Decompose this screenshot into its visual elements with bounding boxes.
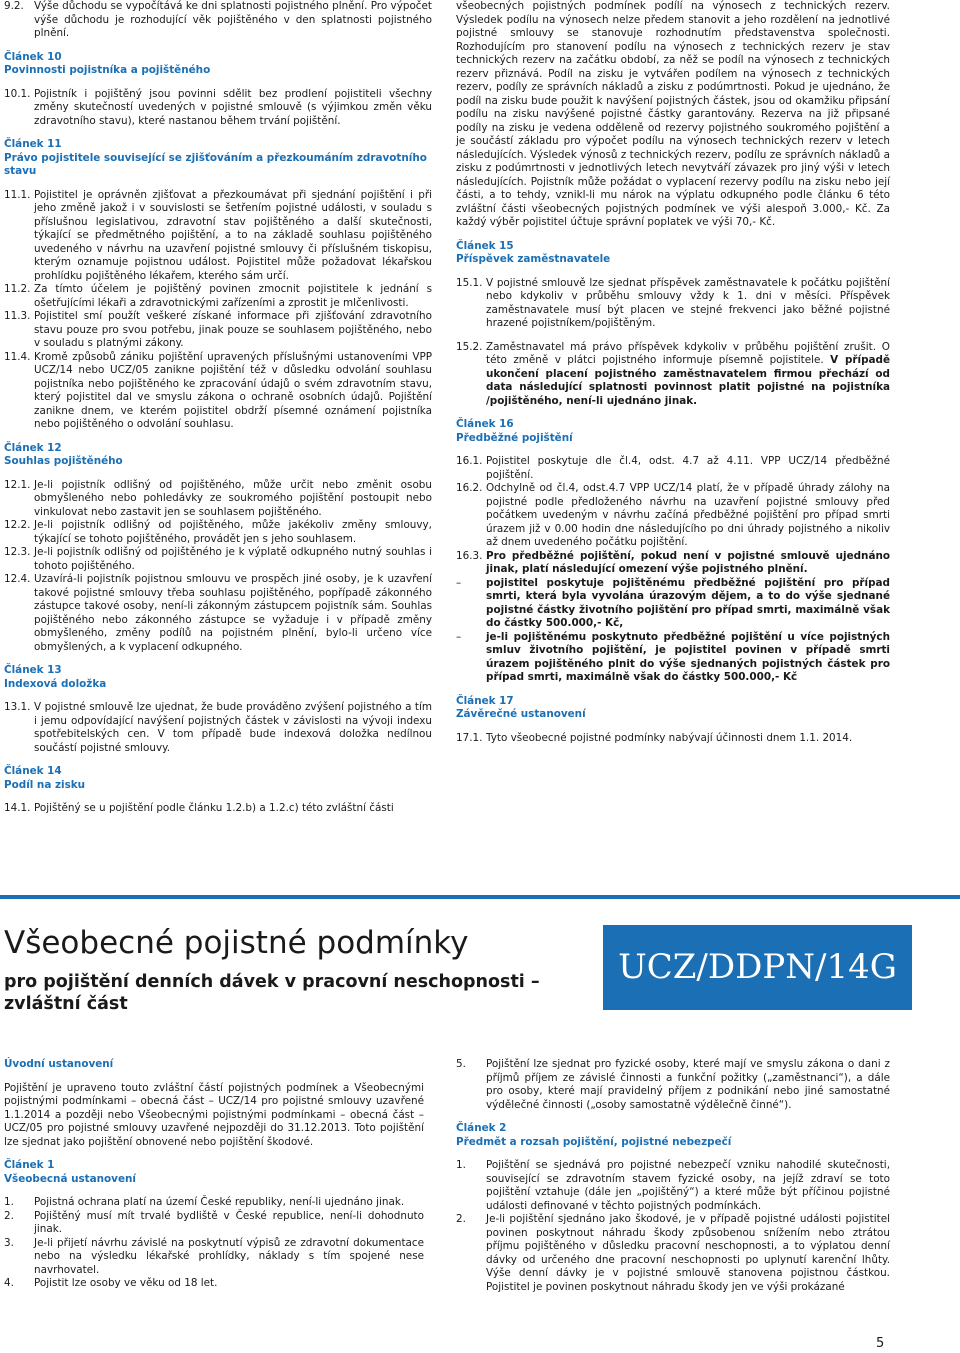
clause-item <box>4 88 432 129</box>
section-heading: Souhlas pojištěného <box>4 455 123 467</box>
clause-number: 4. <box>4 1277 14 1289</box>
section-heading: Článek 16 <box>456 418 514 430</box>
clause-item <box>4 479 432 520</box>
section-heading: Článek 2 <box>456 1122 507 1134</box>
clause-text: Pojistitel smí použít veškeré získané informace při zjišťování zdravotního stavu pouze pro svou potřebu, jinak pouze se souhlasem pojištěného, nebo v souladu s platnými zákony. <box>34 310 432 349</box>
spacer <box>456 267 890 277</box>
clause-text: Pojistná ochrana platí na území České republiky, není-li ujednáno jinak. <box>34 1196 405 1208</box>
clause-item <box>4 1237 424 1278</box>
clause-text: Za tímto účelem je pojištěný povinen zmocnit pojistitele k jednání s ošetřujícími lékaři a zdravotnickými zařízeními a zprostit je mlčenlivosti. <box>34 283 432 309</box>
spacer <box>4 1186 424 1196</box>
clause-number: 2. <box>456 1213 466 1225</box>
clause-item <box>456 482 890 550</box>
document-code: UCZ/DDPN/14G <box>618 946 897 987</box>
clause-number: 16.1. <box>456 455 483 467</box>
clause-number: 5. <box>456 1058 466 1070</box>
clause-item <box>456 1058 890 1112</box>
clause-bold-text: je-li pojištěnému poskytnuto předběžné pojištění u více pojistných smluv životního pojištění, je pojistitel povinen v případě smrti úrazem pojištěného plnit do výše sjednaných pojistných částek pro případ smrti, maximálně však do částky 500.000,- Kč <box>486 630 890 683</box>
clause-number: 16.2. <box>456 482 483 494</box>
right-column <box>456 0 890 745</box>
bottom-right-column <box>456 1058 890 1294</box>
clause-number: 3. <box>4 1236 14 1249</box>
spacer <box>4 41 432 51</box>
section-heading: Podíl na zisku <box>4 778 86 791</box>
clause-number: 14.1. <box>4 802 31 814</box>
spacer <box>4 179 432 189</box>
clause-text: Pojištěný musí mít trvalé bydliště v České republice, není-li dohodnuto jinak. <box>34 1209 424 1235</box>
section-heading: Článek 10 <box>4 50 62 63</box>
left-column <box>4 0 432 816</box>
clause-number: 13.1. <box>4 701 31 713</box>
spacer <box>456 445 890 455</box>
clause-item <box>4 573 432 654</box>
clause-text: V pojistné smlouvě lze sjednat příspěvek zaměstnavatele k počátku pojištění nebo kdykoliv v průběhu smlouvy vždy k 1. dni v měsíci. Příspěvek zaměstnavatele musí být placen ve stejné frekvenci jako běžné pojistné hrazené pojistníkem/pojištěným. <box>486 276 890 329</box>
spacer <box>4 128 432 138</box>
section-heading: Článek 13 <box>4 664 62 676</box>
clause-item <box>4 283 432 310</box>
section-heading: Článek 14 <box>4 765 62 777</box>
clause-item <box>456 631 890 685</box>
section-heading: Předmět a rozsah pojištění, pojistné nebezpečí <box>456 1135 732 1148</box>
spacer <box>4 654 432 664</box>
clause-number: 16.3. <box>456 549 483 562</box>
clause-text: Pojištěný se u pojištění podle článku 1.2.b) a 1.2.c) této zvláštní části <box>34 802 394 814</box>
clause-text: Kromě způsobů zániku pojištění upravených příslušnými ustanoveními VPP UCZ/14 nebo UCZ/05 zanikne pojištění též v důsledku odvolání souhlasu pojistníka nebo pojištěného ke zpracování údajů o svém zdravotním stavu, který pojistitel dal ve smyslu zákona o ochraně osobních údajů. Pojištění zanikne dnem, ve kterém pojistitel obdrží písemné oznámení pojistníka nebo pojištěného o odvolání souhlasu. <box>34 350 432 430</box>
clause-number: 2. <box>4 1209 14 1222</box>
clause-text: Je-li pojistník odlišný od pojištěného, může jakékoliv změny smlouvy, týkající se tohoto pojištěného, provádět jen s jeho souhlasem. <box>34 519 432 545</box>
clause-item <box>456 277 890 331</box>
section-heading: Právo pojistitele související se zjišťováním a přezkoumáním zdravotního stavu <box>4 151 427 177</box>
clause-item <box>4 701 432 755</box>
document-subtitle: pro pojištění denních dávek v pracovní neschopnosti – zvláštní část <box>4 972 540 1014</box>
spacer <box>4 469 432 479</box>
spacer <box>4 691 432 701</box>
clause-number: 1. <box>4 1196 14 1208</box>
clause-text: Pojistitel je oprávněn zjišťovat a přezkoumávat při sjednání pojištění i při jeho změně jakož i v souvislosti se šetřením pojistné události, v souladu s příslušnou legislativou, zdravotní stav pojištěného a další skutečnosti, týkající se předmětného pojištění, a to na základě souhlasu pojištěného uvedeného v návrhu na uzavření pojistné smlouvy či příslušném tiskopisu, kterým oznamuje pojistnou událost. Pojistitel může požadovat lékařskou prohlídku pojištěného lékařem, kterého sám určí. <box>34 188 432 282</box>
spacer <box>4 792 432 802</box>
section-heading: Závěrečné ustanovení <box>456 708 586 720</box>
paragraph: Pojištění je upraveno touto zvláštní částí pojistných podmínek a Všeobecnými pojistnými podmínkami – obecná část – UCZ/14 pro pojistné smlouvy uzavřené 1.1.2014 a později nebo Všeobecnými pojistnými podmínkami – obecná část – UCZ/05 pro pojistné smlouvy uzavřené nejpozději do 31.12.2013. Toto pojištění lze sjednat jako pojištění obnovené nebo pojištění škodové. <box>4 1081 424 1148</box>
section-heading: Povinnosti pojistníka a pojištěného <box>4 64 211 76</box>
clause-item <box>4 546 432 573</box>
clause-number: 17.1. <box>456 731 483 744</box>
spacer <box>4 78 432 88</box>
clause-text: Pojištění lze sjednat pro fyzické osoby, které mají ve smyslu zákona o dani z příjmů příjem ze závislé činnosti a funkční požitky („zaměstnanci“), a dále pro osoby, které mají pravidelný příjem z podnikání nebo jiné samostatné výdělečné činnosti („osoby samostatně výdělečně činné“). <box>486 1058 890 1111</box>
clause-item <box>4 310 432 351</box>
clause-number: – <box>456 576 462 589</box>
clause-bold-text: Pro předběžné pojištění, pokud není v pojistné smlouvě ujednáno jinak, platí následující omezení výše pojistného plnění. <box>486 549 890 575</box>
spacer <box>456 331 890 341</box>
clause-text: Pojistit lze osoby ve věku od 18 let. <box>34 1277 218 1289</box>
clause-item <box>456 732 890 746</box>
spacer <box>456 722 890 732</box>
clause-text: Odchylně od čl.4, odst.4.7 VPP UCZ/14 platí, že v případě úhrady zálohy na pojistné podle předloženého návrhu na uzavření pojistné smlouvy před počátkem uvedeným v návrhu začíná předběžné pojištění pro případ smrti úrazem již v 0.00 hodin dne následujícího po dni úhrady pojistného a nikoliv až dnem uvedeného počátku pojištění. <box>486 482 890 548</box>
clause-text: V pojistné smlouvě lze ujednat, že bude prováděno zvýšení pojistného a tím i jemu odpovídající navýšení pojistných částek v závislosti na vývoji indexu spotřebitelských cen. V tom případě bude indexová doložka nedílnou součástí pojistné smlouvy. <box>34 701 432 754</box>
clause-number: 11.2. <box>4 283 31 295</box>
spacer <box>456 1149 890 1159</box>
clause-number: 15.1. <box>456 276 483 289</box>
spacer <box>4 1072 424 1082</box>
clause-text: Je-li pojištění sjednáno jako škodové, je v případě pojistné události pojistitel povinen poskytnout náhradu škody způsobenou snížením nebo ztrátou příjmu pojištěného v důsledku pracovní neschopnosti, a to výplatou denní dávky od určeného dne pracovní neschopnosti po uplynutí karenční lhůty. Výše denní dávky je v pojistné smlouvě stanovena pojistnou částkou. Pojistitel je povinen poskytnout náhradu škody jen ve výši prokázané <box>486 1213 890 1293</box>
clause-item <box>4 802 432 816</box>
clause-item <box>4 351 432 432</box>
clause-number: 9.2. <box>4 0 24 12</box>
section-heading: Indexová doložka <box>4 677 107 690</box>
clause-number: 10.1. <box>4 87 31 100</box>
clause-bold-text: V případě ukončení placení pojistného zaměstnavatelem firmou přechází od data následující splatnosti povinnost platit pojistné na pojistníka /pojištěného, není-li ujednáno jinak. <box>486 354 891 407</box>
clause-text: Je-li pojistník odlišný od pojištěného, může určit nebo změnit osobu obmyšleného nebo pohledávky ze soukromého pojištění postoupit nebo vinkulovat nebo zastavit jen se souhlasem pojištěného. <box>34 478 432 518</box>
clause-number: 12.4. <box>4 573 31 585</box>
clause-number: 11.4. <box>4 350 31 363</box>
clause-item <box>4 519 432 546</box>
divider-rule <box>0 895 960 899</box>
spacer <box>4 432 432 442</box>
section-heading: Článek 1 <box>4 1159 55 1171</box>
spacer <box>4 755 432 765</box>
spacer <box>456 230 890 240</box>
clause-number: 12.2. <box>4 519 31 531</box>
section-heading: Předběžné pojištění <box>456 431 573 444</box>
clause-item <box>456 577 890 631</box>
spacer <box>4 1149 424 1159</box>
clause-number: – <box>456 630 462 643</box>
section-heading: Článek 17 <box>456 694 514 707</box>
clause-number: 15.2. <box>456 340 483 353</box>
document-code-badge <box>603 925 912 1010</box>
clause-text: Pojištění se sjednává pro pojistné nebezpečí vzniku nahodilé skutečnosti, související se zdravotním stavem fyzické osoby, na jejíž zdraví se toto pojištění vztahuje (dále jen „pojištěný“) a které může být příčinou pojistné události definované v těchto pojistných podmínkách. <box>486 1159 890 1212</box>
paragraph: všeobecných pojistných podmínek podílí na výnosech z technických rezerv. Výsledek podílu na výnosech nelze předem stanovit a jeho rozdělení na jednotlivé pojistné smlouvy se stanovuje rozhodnutím představenstva společnosti. Rozhodujícím pro stanovení podílu na výnosech z technických rezerv je stav technických rezerv na začátku období, za něž se podíl na výnosech z technických rezerv přiznává. Podíl na zisku je vytvářen podílem na výnosech z technických rezerv, podíly ze správních nákladů a zisku z podúmrtnosti. Pokud je ujednáno, že podíl na zisku bude použit k navýšení pojistných částek, jsou od okamžiku připsání podílu na zisku navýšené pojistné částky garantovány. Rezerva na již připsané podíly na zisku je vedena odděleně od rezervy pojistného soukromého pojištění a je součástí základu pro výpočet podílu na výnosech technických rezerv v letech následujících. Výsledek výnosů z technických rezerv, podílu ze správních nákladů a zisku z podúmrtnosti v jednotlivých letech nevytváří závazek pro jiný výši v letech následujících. Pojistník může požádat o vyplacení rezervy podílu na zisku nebo její části, a to tehdy, vznikl-li mu nárok na výplatu odkupného podle článku 6 této zvláštní části všeobecných pojistných podmínek ve výši alespoň 3.000,- Kč. Za každý výběr pojistitel účtuje správní poplatek ve výši 70,- Kč. <box>456 0 890 228</box>
clause-text: Je-li pojistník odlišný od pojištěného je k výplatě odkupného nutný souhlas i tohoto pojištěného. <box>34 546 432 572</box>
clause-item <box>456 1159 890 1213</box>
section-heading: Příspěvek zaměstnavatele <box>456 253 611 265</box>
clause-number: 11.1. <box>4 188 31 201</box>
clause-item <box>456 341 890 409</box>
bottom-left-column <box>4 1058 424 1291</box>
clause-item <box>456 1213 890 1294</box>
clause-text: Pojistník i pojištěný jsou povinni sdělit bez prodlení pojistiteli všechny změny skutečností uvedených v pojistné smlouvě (s výjimkou změn věku zdravotního stavu), které nastanou během trvání pojištění. <box>34 87 432 127</box>
clause-number: 12.3. <box>4 546 31 558</box>
clause-item <box>4 189 432 284</box>
clause-text: Je-li přijetí návrhu závislé na poskytnutí výpisů ze zdravotní dokumentace nebo na výsledku lékařské prohlídky, náklady s tím spojené nese navrhovatel. <box>34 1236 424 1276</box>
spacer <box>456 685 890 695</box>
clause-item <box>456 550 890 577</box>
section-heading: Úvodní ustanovení <box>4 1058 114 1070</box>
page-number: 5 <box>876 1336 885 1351</box>
document-title: Všeobecné pojistné podmínky <box>4 925 469 961</box>
section-heading: Článek 12 <box>4 441 62 454</box>
clause-text: Zaměstnavatel má právo příspěvek kdykoliv v průběhu pojištění zrušit. O této změně v plátci pojistného informuje písemně pojistitele. <box>486 340 890 366</box>
section-heading: Všeobecná ustanovení <box>4 1172 136 1185</box>
clause-text: Tyto všeobecné pojistné podmínky nabývají účinnosti dnem 1.1. 2014. <box>486 731 853 744</box>
clause-item <box>4 1196 424 1210</box>
spacer <box>456 408 890 418</box>
clause-number: 12.1. <box>4 478 31 491</box>
clause-item <box>4 1277 424 1291</box>
section-heading: Článek 11 <box>4 138 62 150</box>
clause-bold-text: pojistitel poskytuje pojištěnému předběžné pojištění pro případ smrti, která byla vyvolána úrazovým dějem, a to do výše sjednané pojistné částky životního pojištění pro případ smrti, maximálně však do částky 500.000,- Kč, <box>486 576 890 629</box>
clause-number: 11.3. <box>4 310 31 322</box>
section-heading: Článek 15 <box>456 239 514 252</box>
clause-text: Pojistitel poskytuje dle čl.4, odst. 4.7 až 4.11. VPP UCZ/14 předběžné pojištění. <box>486 455 890 481</box>
clause-item <box>4 1210 424 1237</box>
clause-item <box>456 455 890 482</box>
clause-text: Uzavírá-li pojistník pojistnou smlouvu ve prospěch jiné osoby, je k uzavření takové pojistné smlouvy třeba souhlasu pojištěného, popřípadě zákonného zástupce takové osoby, není-li zákonným zástupcem pojistník sám. Souhlas pojištěného nebo zákonného zástupce se vyžaduje i v případě změny obmyšleného, změny podílů na pojistném plnění, bylo-li určeno více obmyšlených, a k vyplacení odkupného. <box>34 573 432 653</box>
clause-number: 1. <box>456 1159 466 1171</box>
clause-item <box>4 0 432 41</box>
clause-text: Výše důchodu se vypočítává ke dni splatnosti pojistného plnění. Pro výpočet výše důchodu je rozhodující věk pojištěného v den splatnosti pojistného plnění. <box>34 0 432 39</box>
spacer <box>456 1112 890 1122</box>
